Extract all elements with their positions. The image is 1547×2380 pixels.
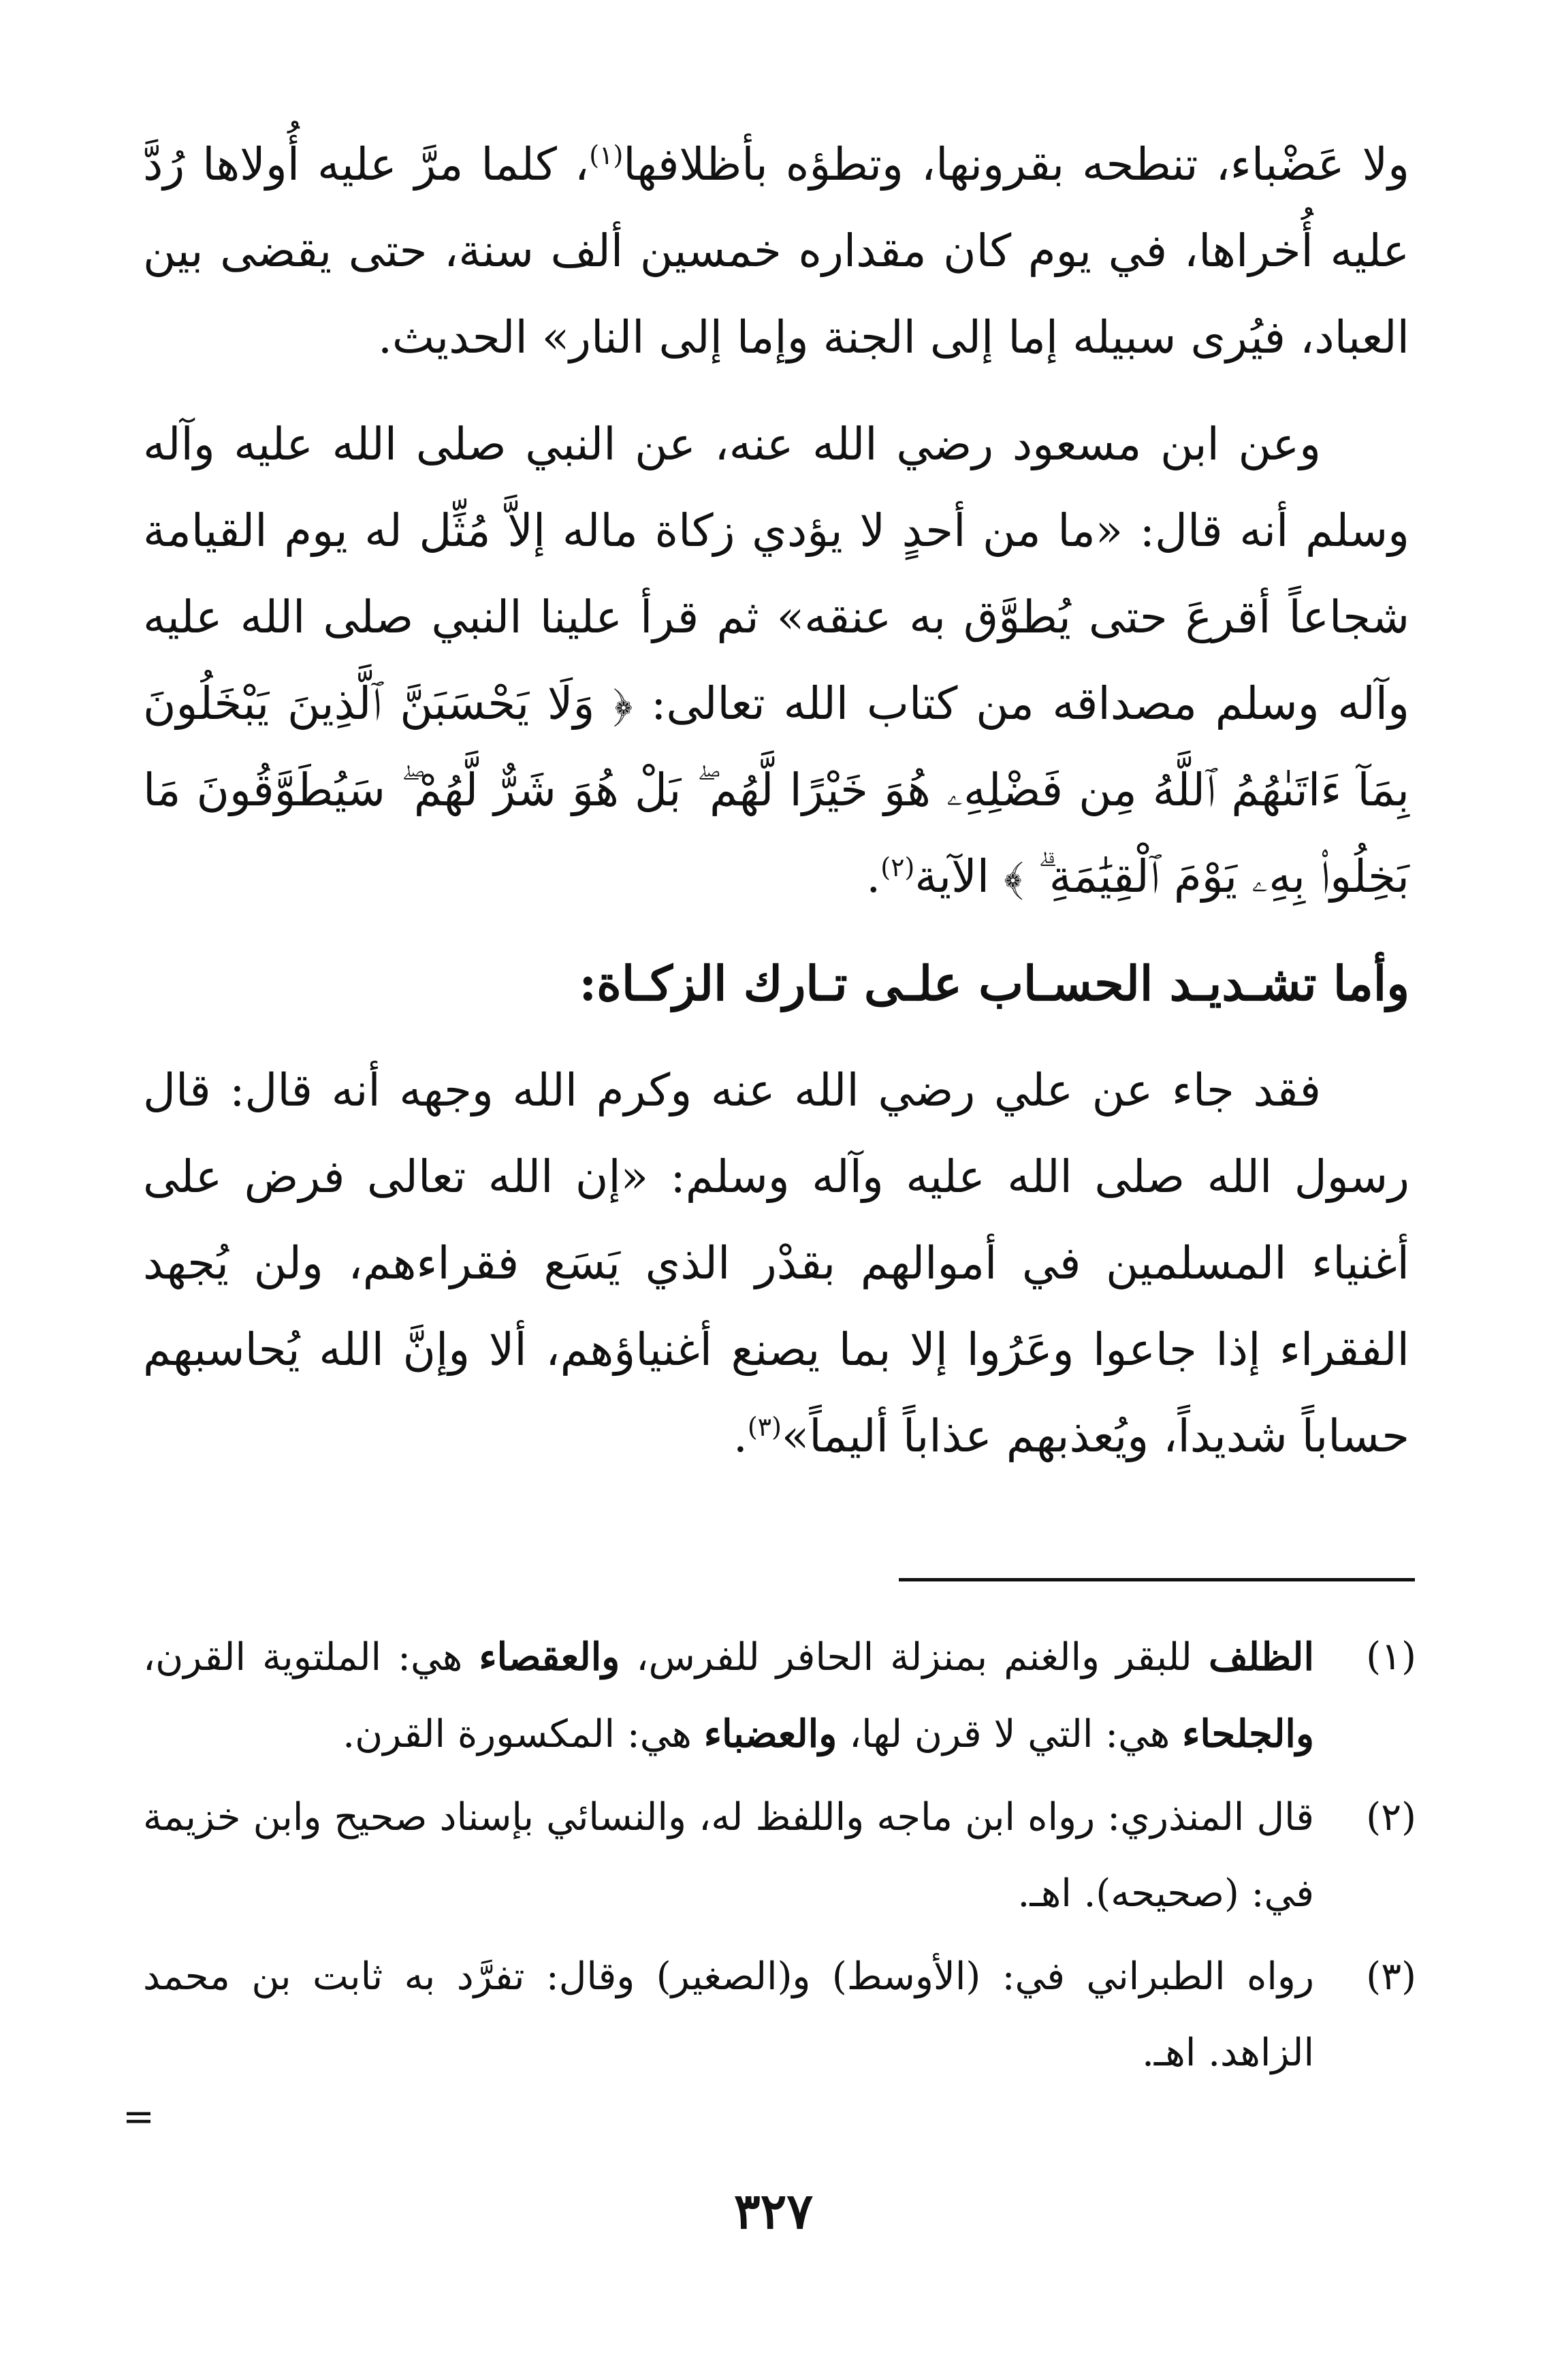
footnote-2 [143,1780,1416,1932]
footnote-1 [143,1619,1416,1773]
footnote-2-text: قال المنذري: رواه ابن ماجه واللفظ له، والنسائي بإسناد صحيح وابن خزيمة في: (صحيحه). اهـ. [143,1795,1314,1916]
footnote-divider [899,1578,1415,1581]
paragraph-1-text: ولا عَضْباء، تنطحه بقرونها، وتطؤه بأظلافها [623,138,1409,191]
paragraph-2-end: . [866,850,881,903]
main-text [143,121,1409,1479]
paragraph-2-text: وعن ابن مسعود رضي الله عنه، عن النبي صلى الله عليه وآله وسلم أنه قال: «ما من أحدٍ لا يؤدي زكاة ماله إلاَّ مُثِّل له يوم القيامة شجاعاً أقرعَ حتى يُطوَّق به عنقه» ثم قرأ علينا النبي صلى الله عليه وآله وسلم مصداقه من كتاب الله تعالى: [143,418,1409,730]
paragraph-2-tail: الآية [914,850,1004,903]
footnote-3 [143,1939,1416,2091]
footnote-ref-3: (٣) [747,1412,782,1442]
footnote-3-text: رواه الطبراني في: (الأوسط) و(الصغير) وقال: تفرَّد به ثابت بن محمد الزاهد. اهـ. [143,1955,1314,2075]
paragraph-hadith-continuation [143,121,1409,381]
page-number: ٣٢٧ [733,2182,813,2240]
paragraph-1-continuation: ، كلما مرَّ عليه أُولاها رُدَّ عليه أُخراها، في يوم كان مقداره خمسين ألف سنة، حتى يقضى بين العباد، فيُرى سبيله إما إلى الجنة وإما إلى النار» الحديث. [143,138,1409,364]
continuation-mark: = [123,2095,155,2139]
paragraph-ibn-masud [143,401,1409,920]
paragraph-ali-hadith [143,1047,1409,1479]
footnote-1-text-b: هي: الملتوية القرن، [143,1635,479,1679]
footnote-1-number: (١) [1366,1635,1416,1679]
term-adba: والعضباء [703,1711,838,1756]
section-heading: وأما تشـديـد الحسـاب علـى تـارك الزكـاة: [579,955,1409,1012]
term-jalha: والجلحاء [1182,1711,1314,1756]
footnotes [143,1619,1416,2098]
footnote-1-text-c: هي: التي لا قرن لها، [837,1712,1183,1756]
quran-verse: ﴿ وَلَا يَحْسَبَنَّ ٱلَّذِينَ يَبْخَلُونَ بِمَآ ءَاتَىٰهُمُ ٱللَّهُ مِن فَضْلِهِۦ هُوَ خَيْرًا لَّهُم ۖ بَلْ هُوَ شَرٌّ لَّهُمْ ۖ سَيُطَوَّقُونَ مَا بَخِلُوا۟ بِهِۦ يَوْمَ ٱلْقِيَٰمَةِ ۗ ﴾ [143,677,1409,903]
footnote-3-number: (٣) [1366,1955,1416,1999]
paragraph-3-end: . [733,1410,748,1462]
term-zilf: الظلف [1208,1635,1315,1679]
term-aqsa: والعقصاء [479,1635,620,1679]
footnote-ref-1: (١) [589,140,624,170]
footnote-1-text-d: هي: المكسورة القرن. [342,1712,704,1756]
footnote-ref-2: (٢) [880,852,915,882]
footnote-1-text-a: للبقر والغنم بمنزلة الحافر للفرس، [620,1635,1209,1679]
paragraph-3-text: فقد جاء عن علي رضي الله عنه وكرم الله وجهه أنه قال: قال رسول الله صلى الله عليه وآله وسلم: «إن الله تعالى فرض على أغنياء المسلمين في أموالهم بقدْر الذي يَسَع فقراءهم، ولن يُجهد الفقراء إذا جاعوا وعَرُوا إلا بما يصنع أغنياؤهم، ألا وإنَّ الله يُحاسبهم حساباً شديداً، ويُعذبهم عذاباً أليماً» [143,1064,1409,1462]
footnote-2-number: (٢) [1366,1795,1416,1839]
